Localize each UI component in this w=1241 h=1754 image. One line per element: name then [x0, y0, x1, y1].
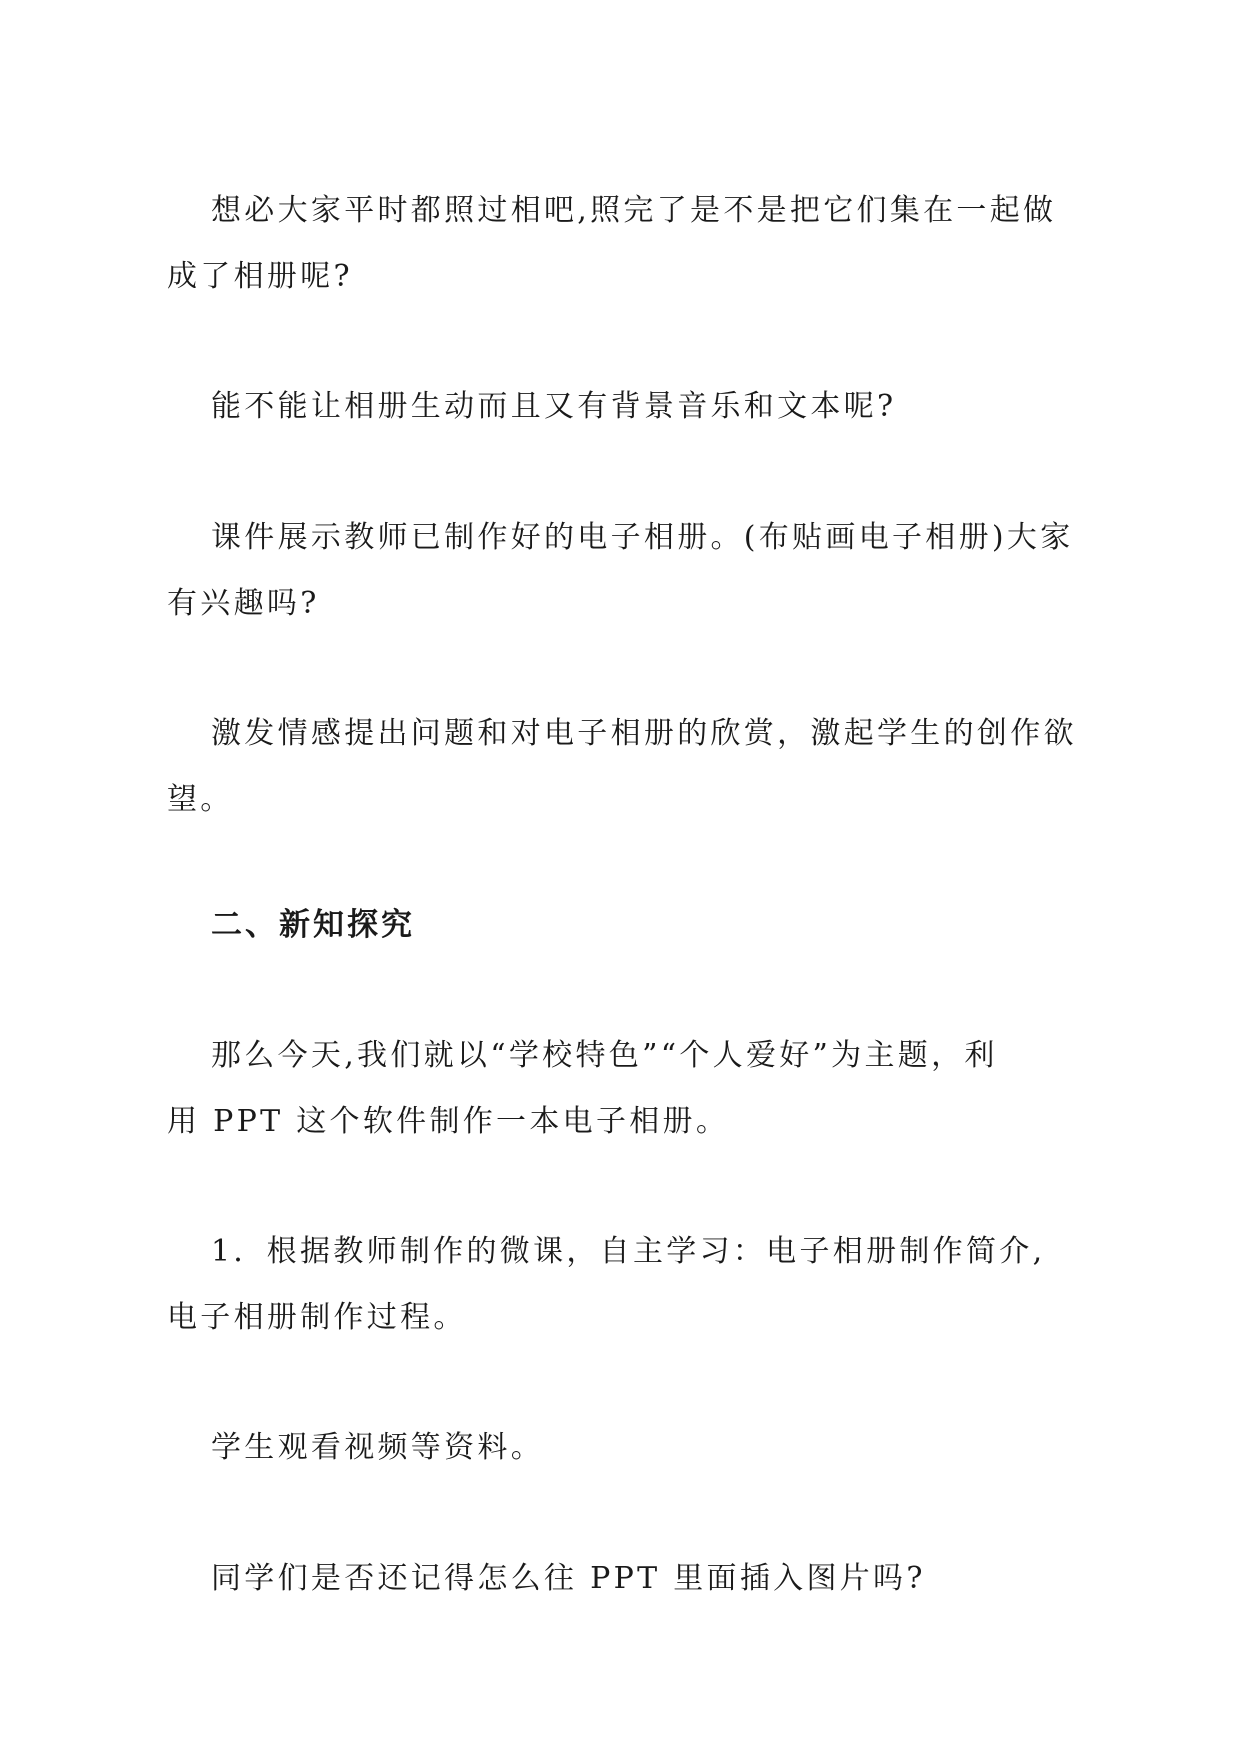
paragraph-line: 课件展示教师已制作好的电子相册。(布贴画电子相册)大家: [211, 520, 1074, 555]
paragraph-line: 电子相册制作过程。: [167, 1300, 467, 1335]
paragraph-watch-video: [167, 1415, 1075, 1481]
paragraph-line: 想必大家平时都照过相吧,照完了是不是把它们集在一起做: [211, 193, 1057, 228]
paragraph-line: 激发情感提出问题和对电子相册的欣赏，激起学生的创作欲: [211, 716, 1077, 751]
paragraph-line: 同学们是否还记得怎么往 PPT 里面插入图片吗?: [211, 1561, 926, 1596]
paragraph-line: 望。: [167, 782, 234, 817]
paragraph-motivation: [167, 701, 1075, 833]
paragraph-line: 那么今天,我们就以“学校特色”“个人爱好”为主题，利: [211, 1038, 998, 1073]
paragraph-intro-photos: [167, 178, 1075, 310]
paragraph-line: 学生观看视频等资料。: [211, 1430, 544, 1465]
paragraph-line: 用 PPT 这个软件制作一本电子相册。: [167, 1104, 730, 1139]
section-heading: 二、新知探究: [211, 907, 415, 943]
paragraph-microlesson: [167, 1219, 1075, 1351]
paragraph-album-question: [167, 374, 1075, 440]
paragraph-courseware-demo: [167, 505, 1075, 637]
paragraph-line: 能不能让相册生动而且又有背景音乐和文本呢?: [211, 389, 897, 424]
paragraph-line: 有兴趣吗?: [167, 586, 320, 621]
paragraph-insert-image-question: [167, 1546, 1075, 1612]
paragraph-line: 成了相册呢?: [167, 259, 353, 294]
paragraph-theme: [167, 1023, 1075, 1155]
paragraph-line: 1．根据教师制作的微课，自主学习：电子相册制作简介,: [211, 1234, 1046, 1269]
